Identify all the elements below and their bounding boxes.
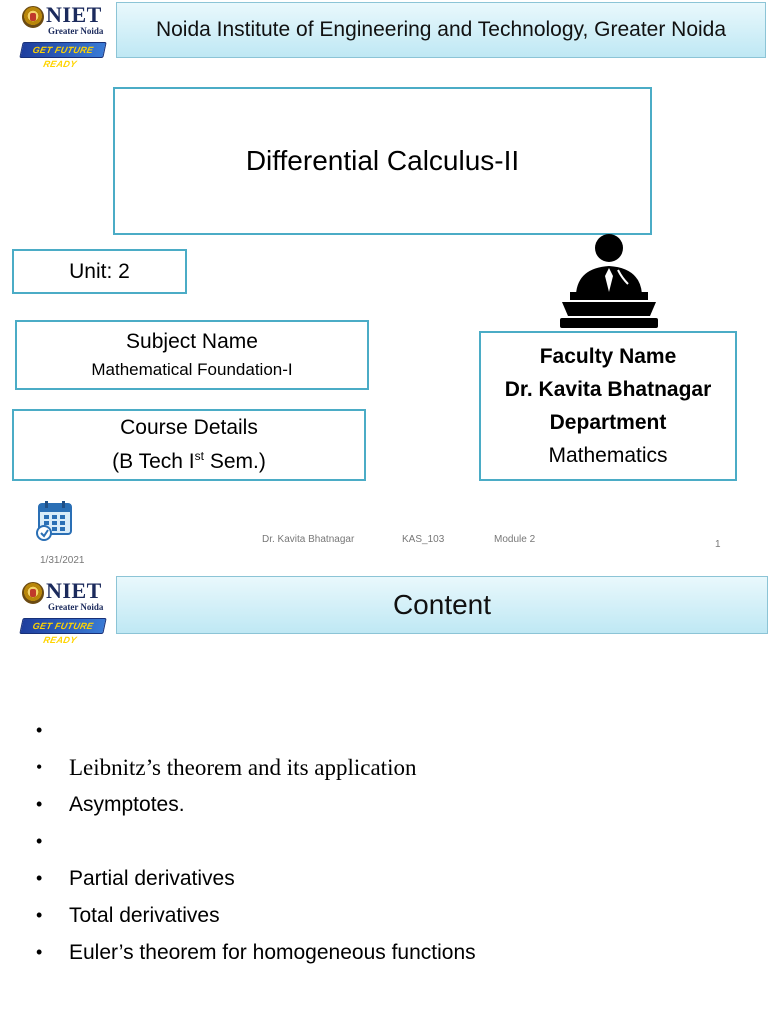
bullet-icon: • — [36, 720, 43, 740]
slide-title: Differential Calculus-II — [245, 145, 520, 176]
subject-box — [15, 320, 369, 390]
list-item: • Leibnitz’s theorem and its application — [36, 754, 417, 780]
institute-header: Noida Institute of Engineering and Technology, Greater Noida — [116, 2, 766, 58]
faculty-name: Dr. Kavita Bhatnagar — [504, 378, 712, 401]
bullet-icon: • — [36, 905, 43, 925]
list-item: • Partial derivatives — [36, 866, 235, 890]
logo-subtitle: Greater Noida — [48, 26, 104, 36]
footer-course-code: KAS_103 — [402, 534, 445, 545]
speaker-podium-icon — [556, 232, 662, 330]
niet-logo — [18, 2, 106, 69]
logo-brand: NIET — [46, 578, 102, 603]
logo-tagline: GET FUTURE READY — [19, 618, 106, 634]
content-slide — [0, 572, 768, 1024]
list-item: • Asymptotes. — [36, 792, 185, 816]
course-prefix: (B Tech I — [112, 450, 195, 473]
bullet-icon: • — [36, 831, 43, 851]
list-item — [36, 712, 476, 749]
logo-brand: NIET — [46, 2, 102, 27]
content-list — [36, 712, 476, 971]
content-title: Content — [116, 576, 768, 634]
course-sup: st — [194, 449, 204, 463]
slide-title-box — [113, 87, 652, 235]
course-value — [112, 442, 266, 476]
department-value: Mathematics — [548, 444, 668, 467]
list-item: • Total derivatives — [36, 903, 220, 927]
subject-value: Mathematical Foundation-I — [91, 360, 293, 379]
faculty-name-heading: Faculty Name — [539, 345, 677, 368]
unit-label: Unit: 2 — [69, 259, 130, 283]
logo-subtitle: Greater Noida — [48, 602, 104, 612]
list-item: • Euler’s theorem for homogeneous functions — [36, 940, 476, 964]
institute-seal-icon — [22, 6, 44, 28]
bullet-icon: • — [36, 757, 43, 777]
calendar-icon — [36, 500, 74, 542]
unit-box — [12, 249, 187, 294]
footer-module: Module 2 — [494, 534, 536, 545]
footer-page-number: 1 — [715, 539, 721, 550]
niet-logo — [18, 578, 106, 645]
course-box — [12, 409, 366, 481]
bullet-icon: • — [36, 794, 43, 814]
course-heading: Course Details — [120, 416, 258, 439]
subject-heading: Subject Name — [126, 330, 258, 353]
logo-tagline: GET FUTURE READY — [19, 42, 106, 58]
institute-seal-icon — [22, 582, 44, 604]
footer-author: Dr. Kavita Bhatnagar — [262, 534, 355, 545]
bullet-icon: • — [36, 868, 43, 888]
course-suffix: Sem.) — [203, 450, 266, 473]
footer-date: 1/31/2021 — [40, 555, 85, 566]
department-heading: Department — [549, 411, 667, 434]
list-item — [36, 823, 476, 860]
faculty-box — [479, 331, 737, 481]
bullet-icon: • — [36, 942, 43, 962]
